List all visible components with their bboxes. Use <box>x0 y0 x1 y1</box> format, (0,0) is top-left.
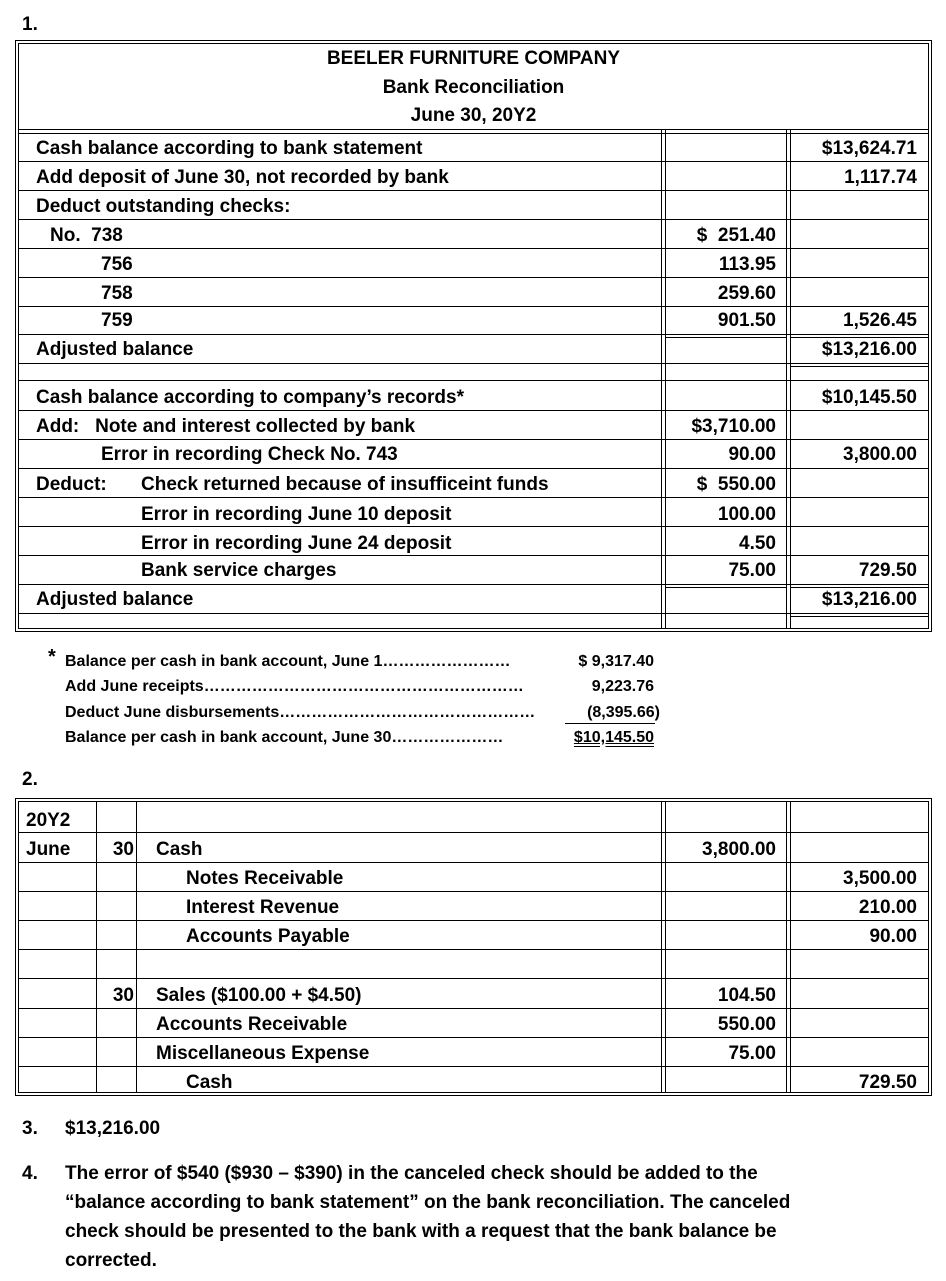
journal-account: Accounts Receivable <box>156 1014 348 1035</box>
amount: $3,710.00 <box>691 416 776 437</box>
row-label: Error in recording Check No. 743 <box>101 444 398 465</box>
section-4-number: 4. <box>22 1163 38 1184</box>
journal-debit: 104.50 <box>717 985 776 1006</box>
footnote-label: Deduct June disbursements………………………………………… <box>65 704 536 721</box>
answer-line: corrected. <box>65 1250 157 1271</box>
row-label: 759 <box>101 310 133 331</box>
journal-credit: 210.00 <box>858 897 917 918</box>
section-2-number: 2. <box>22 769 38 790</box>
amount-total: $13,216.00 <box>821 339 917 360</box>
amount-total: $13,624.71 <box>821 138 917 159</box>
amount: 75.00 <box>728 560 776 581</box>
journal-month: June <box>26 839 71 860</box>
journal-month: 20Y2 <box>26 810 71 831</box>
amount: 4.50 <box>739 533 776 554</box>
row-sublabel: Error in recording June 24 deposit <box>141 533 452 554</box>
row-sublabel: Error in recording June 10 deposit <box>141 504 452 525</box>
journal-credit: 3,500.00 <box>843 868 917 889</box>
amount: 901.50 <box>717 310 776 331</box>
amount: $ 550.00 <box>696 474 776 495</box>
journal-debit: 550.00 <box>717 1014 776 1035</box>
footnote-label: Balance per cash in bank account, June 30………………… <box>65 729 504 746</box>
footnote-label: Balance per cash in bank account, June 1…………………… <box>65 653 511 670</box>
section-3-answer: $13,216.00 <box>65 1118 161 1139</box>
amount-total: 1,117.74 <box>844 167 917 188</box>
journal-account: Sales ($100.00 + $4.50) <box>156 985 362 1006</box>
footnote-value: (8,395.66) <box>587 704 660 721</box>
amount-total: 729.50 <box>858 560 917 581</box>
footnote-value: $10,145.50 <box>573 729 654 746</box>
footnote-star: * <box>48 646 56 668</box>
answer-line: The error of $540 ($930 – $390) in the canceled check should be added to the <box>65 1163 758 1184</box>
row-label: Adjusted balance <box>36 339 194 360</box>
footnote-label: Add June receipts…………………………………………………… <box>65 678 524 695</box>
amount: 90.00 <box>728 444 776 465</box>
row-label: 758 <box>101 283 133 304</box>
journal-account: Cash <box>156 839 203 860</box>
amount: $ 251.40 <box>696 225 776 246</box>
journal-credit: 90.00 <box>869 926 917 947</box>
journal-day: 30 <box>112 839 134 860</box>
journal-account: Interest Revenue <box>186 897 340 918</box>
section-3-number: 3. <box>22 1118 38 1139</box>
row-sublabel: Check returned because of insufficeint funds <box>141 474 549 495</box>
statement-title: Bank Reconciliation <box>382 77 565 98</box>
statement-date: June 30, 20Y2 <box>410 105 537 126</box>
row-label: Deduct outstanding checks: <box>36 196 291 217</box>
amount-total: $10,145.50 <box>821 387 917 408</box>
footnote-value: $ 9,317.40 <box>578 653 654 670</box>
journal-account: Cash <box>186 1072 233 1093</box>
row-label: Cash balance according to bank statement <box>36 138 423 159</box>
company-name: BEELER FURNITURE COMPANY <box>326 48 621 69</box>
journal-credit: 729.50 <box>858 1072 917 1093</box>
journal-account: Notes Receivable <box>186 868 344 889</box>
amount: 259.60 <box>717 283 776 304</box>
row-label: Deduct: <box>36 474 107 495</box>
footnote-value: 9,223.76 <box>591 678 654 695</box>
row-label: No. 738 <box>50 225 123 246</box>
row-label: Adjusted balance <box>36 589 194 610</box>
row-label: Add: Note and interest collected by bank <box>36 416 416 437</box>
row-label: 756 <box>101 254 133 275</box>
amount-total: $13,216.00 <box>821 589 917 610</box>
amount-total: 3,800.00 <box>843 444 917 465</box>
journal-account: Accounts Payable <box>186 926 350 947</box>
journal-day: 30 <box>112 985 134 1006</box>
journal-account: Miscellaneous Expense <box>156 1043 370 1064</box>
amount-total: 1,526.45 <box>843 310 917 331</box>
amount: 100.00 <box>717 504 776 525</box>
journal-debit: 75.00 <box>728 1043 776 1064</box>
row-label: Add deposit of June 30, not recorded by bank <box>36 167 449 188</box>
answer-line: check should be presented to the bank with a request that the bank balance be <box>65 1221 777 1242</box>
journal-debit: 3,800.00 <box>702 839 776 860</box>
row-sublabel: Bank service charges <box>141 560 337 581</box>
answer-line: “balance according to bank statement” on the bank reconciliation. The canceled <box>65 1192 791 1213</box>
row-label: Cash balance according to company’s records* <box>36 387 464 408</box>
amount: 113.95 <box>718 254 776 275</box>
section-1-number: 1. <box>22 14 38 35</box>
